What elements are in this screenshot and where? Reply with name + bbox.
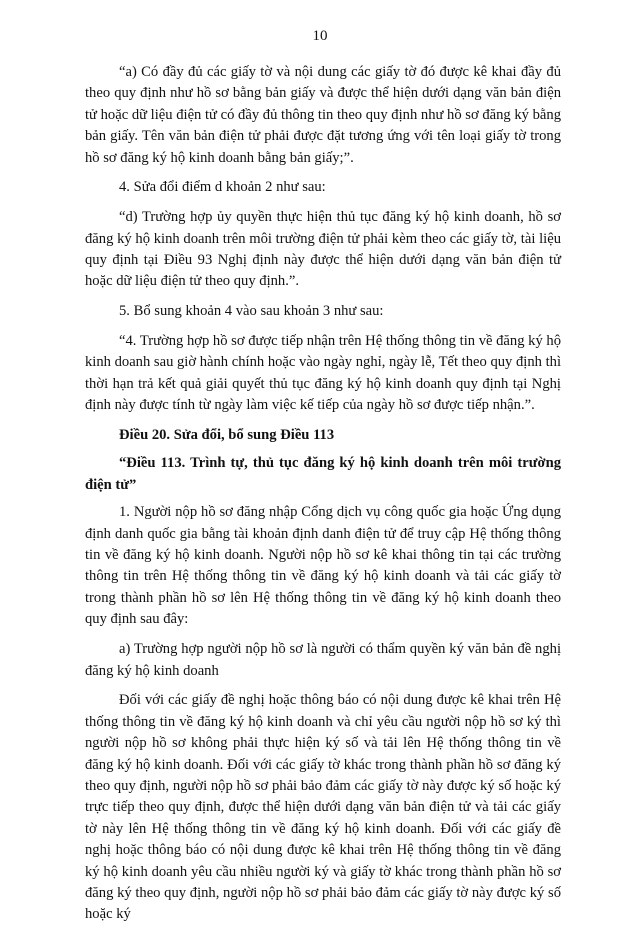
page-number: 10: [312, 28, 328, 44]
paragraph-amended-point-a: “a) Có đầy đủ các giấy tờ và nội dung các giấy tờ đó được kê khai đầy đủ theo quy định như hồ sơ bằng bản giấy và được thể hiện dưới dạng văn bản điện tử hoặc dữ liệu điện tử có đầy đủ thông tin theo quy định như hồ sơ đăng ký bằng bản giấy. Tên văn bản điện tử phải được đặt tương ứng với tên loại giấy tờ trong hồ sơ đăng ký hộ kinh doanh bằng bản giấy;”.: [85, 64, 561, 166]
paragraph-amended-point-d: “d) Trường hợp ủy quyền thực hiện thủ tục đăng ký hộ kinh doanh, hồ sơ đăng ký hộ kinh doanh trên môi trường điện tử phải kèm theo các giấy tờ, tài liệu quy định tại Điều 93 Nghị định này được thể hiện dưới dạng văn bản điện tử hoặc dữ liệu điện tử theo quy định.”.: [85, 209, 561, 290]
paragraph-add-clause-4-intro: 5. Bổ sung khoản 4 vào sau khoản 3 như sau:: [119, 303, 384, 320]
document-body: [85, 62, 561, 934]
paragraph-added-clause-4: “4. Trường hợp hồ sơ được tiếp nhận trên Hệ thống thông tin về đăng ký hộ kinh doanh sau giờ hành chính hoặc vào ngày nghỉ, ngày lễ, Tết theo quy định thì thời hạn trả kết quả giải quyết thủ tục đăng ký hộ kinh doanh quy định tại Nghị định này được tính từ ngày làm việc kế tiếp của ngày hồ sơ được tiếp nhận.”.: [85, 333, 561, 414]
paragraph-amend-point-d-intro: 4. Sửa đổi điểm d khoản 2 như sau:: [119, 179, 326, 196]
article-113-heading: “Điều 113. Trình tự, thủ tục đăng ký hộ kinh doanh trên môi trường điện tử”: [85, 455, 561, 493]
paragraph-point-a: a) Trường hợp người nộp hồ sơ là người có thẩm quyền ký văn bản đề nghị đăng ký hộ kinh doanh: [85, 641, 561, 679]
paragraph-point-a-details: Đối với các giấy đề nghị hoặc thông báo có nội dung được kê khai trên Hệ thống thông tin về đăng ký hộ kinh doanh và chỉ yêu cầu người nộp hồ sơ ký thì người nộp hồ sơ không phải thực hiện ký số và tải lên Hệ thống thông tin về đăng ký hộ kinh doanh. Đối với các giấy tờ khác trong thành phần hồ sơ đăng ký theo quy định, người nộp hồ sơ phải bảo đảm các giấy tờ này được ký số hoặc ký trực tiếp theo quy định, được thể hiện dưới dạng văn bản điện tử và tải các giấy tờ này lên Hệ thống thông tin về đăng ký hộ kinh doanh. Đối với các giấy đề nghị hoặc thông báo có nội dung được kê khai trên Hệ thống thông tin về đăng ký hộ kinh doanh yêu cầu nhiều người ký và giấy tờ khác trong thành phần hồ sơ đăng ký theo quy định, người nộp hồ sơ phải bảo đảm các giấy tờ này được ký số hoặc ký: [85, 692, 561, 923]
article-20-heading: Điều 20. Sửa đổi, bổ sung Điều 113: [119, 427, 335, 444]
paragraph-clause-1: 1. Người nộp hồ sơ đăng nhập Cổng dịch vụ công quốc gia hoặc Ứng dụng định danh quốc gia bằng tài khoản định danh điện tử để truy cập Hệ thống thông tin về đăng ký hộ kinh doanh. Người nộp hồ sơ kê khai thông tin tại các trường thông tin trên Hệ thống thông tin về đăng ký hộ kinh doanh và tải các giấy tờ trong thành phần hồ sơ lên Hệ thống thông tin về đăng ký hộ kinh doanh theo quy định sau đây:: [85, 504, 561, 628]
